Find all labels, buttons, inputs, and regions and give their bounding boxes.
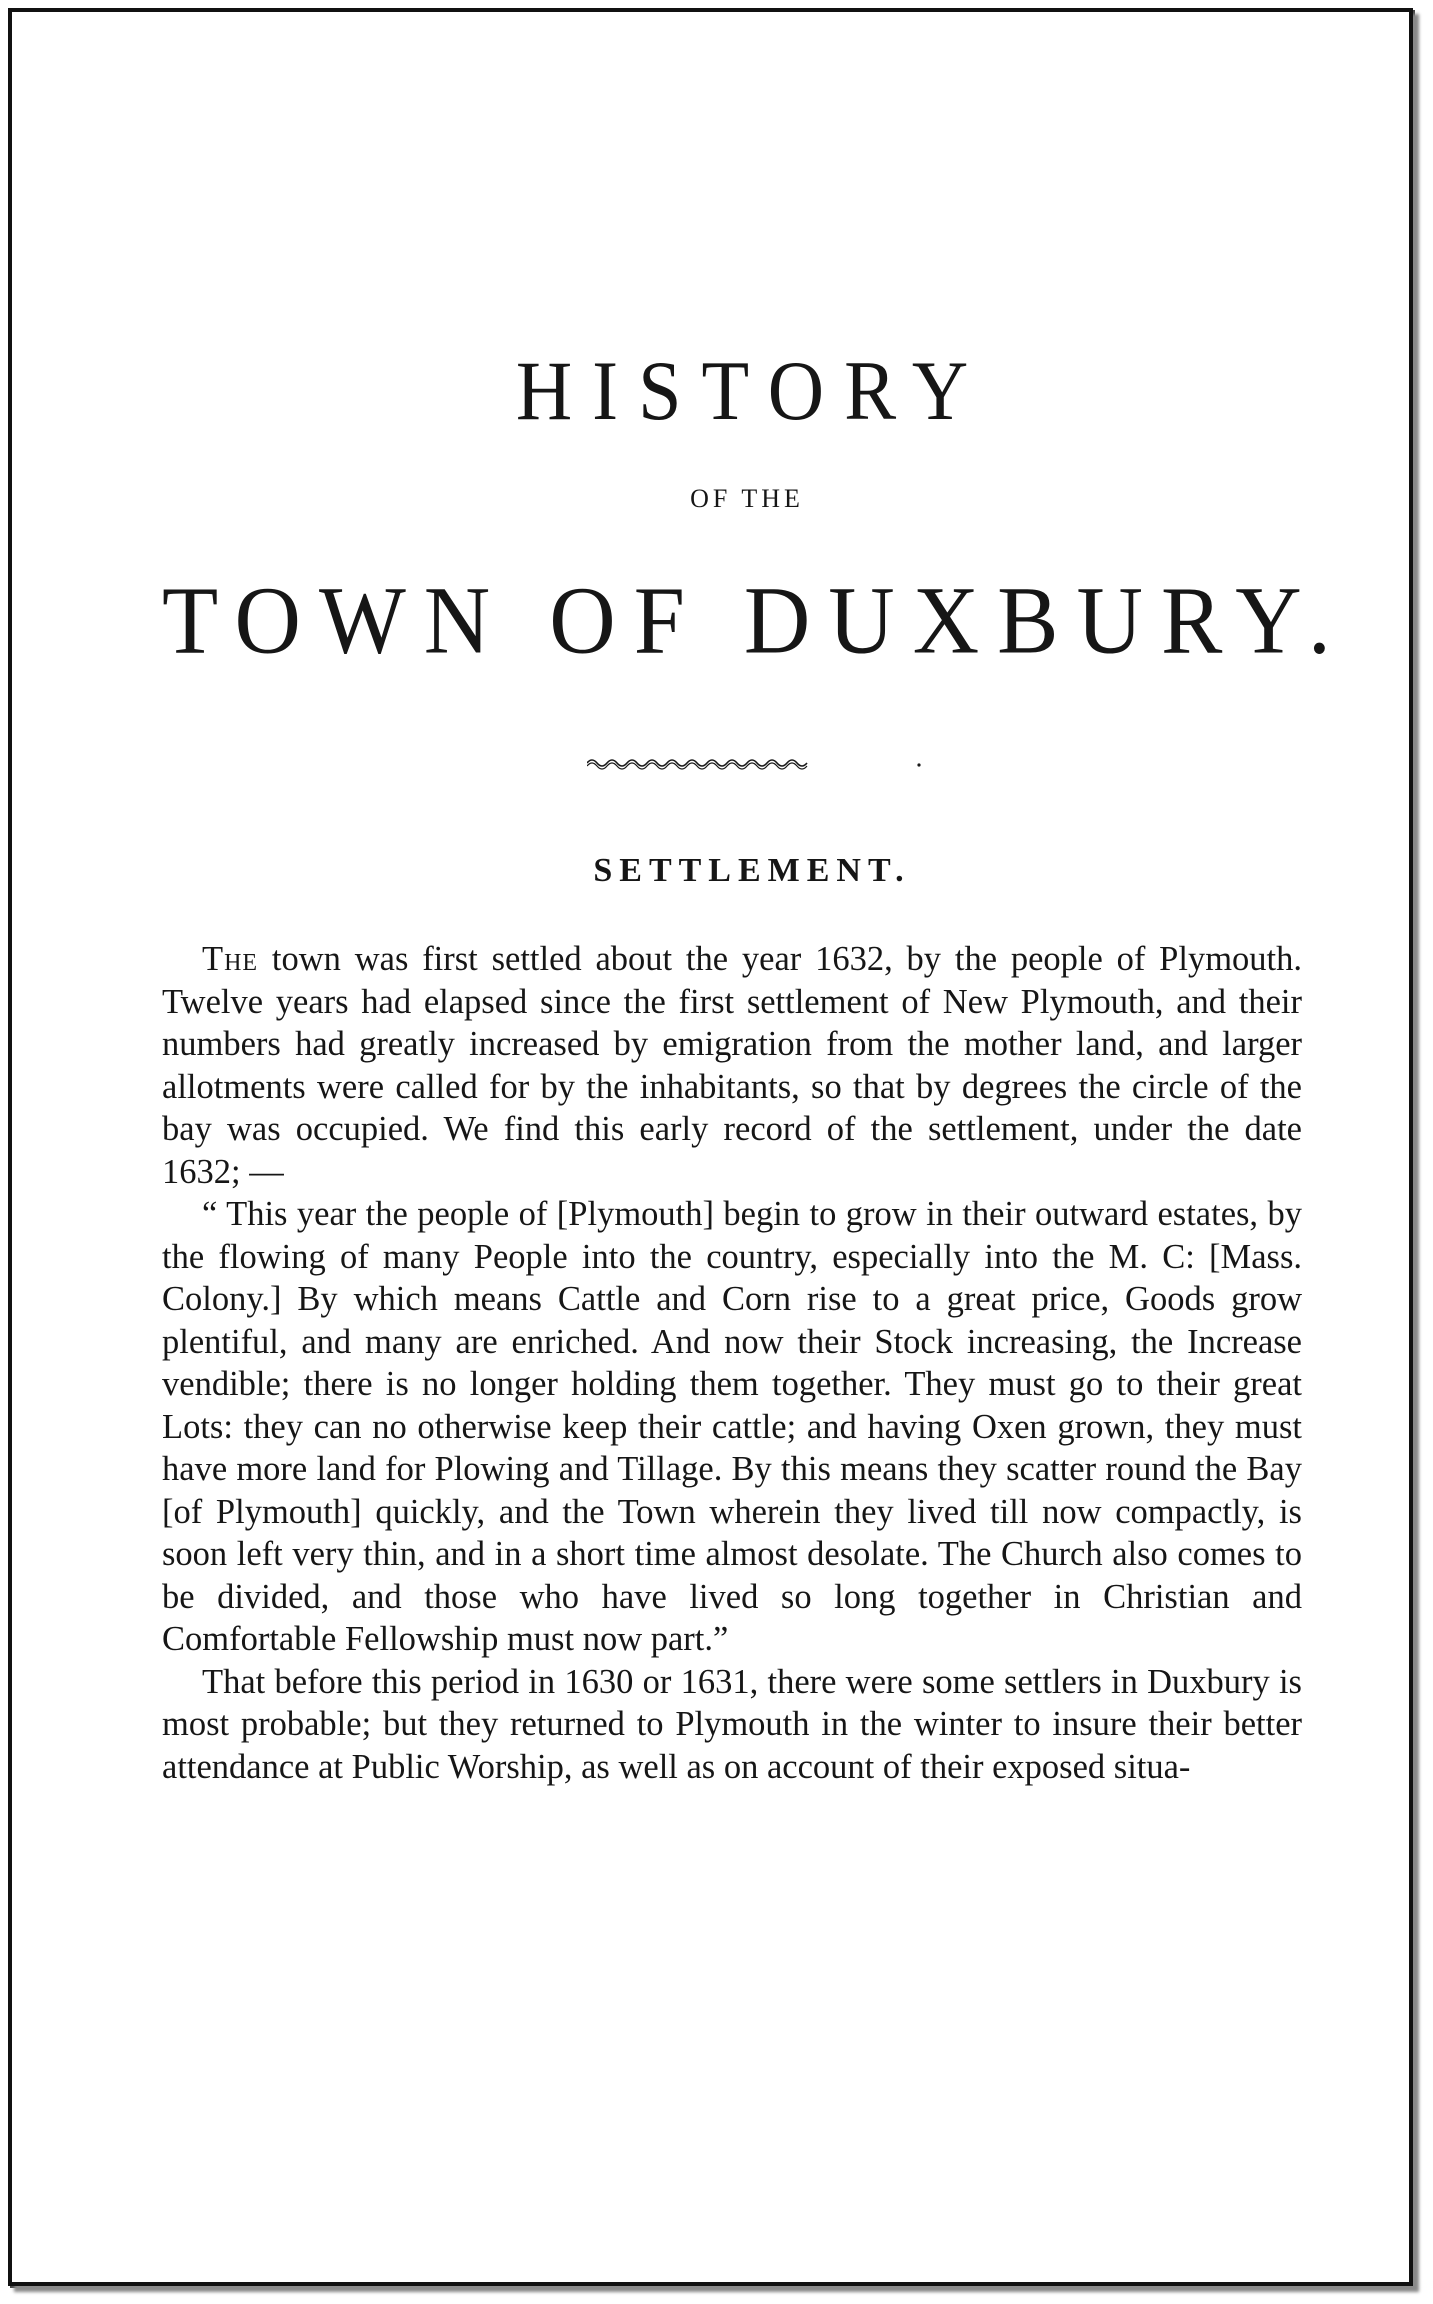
body-text: [162, 938, 1302, 1788]
paragraph-3: That before this period in 1630 or 1631, there were some settlers in Duxbury is most probable; but they returned to Plymouth in the winter to insure their better attendance at Public Worship, as well as on account of their exposed situa-: [162, 1662, 1302, 1786]
page-frame: [8, 8, 1413, 2286]
paragraph-1: [162, 938, 1302, 1193]
title-town-of-duxbury: TOWN OF DUXBURY.: [162, 566, 1349, 674]
title-of-the: OF THE: [690, 484, 804, 513]
paragraph-1-text: town was first settled about the year 1632, by the people of Plymouth. Twelve years had elapsed since the first settlement of New Plymouth, and their numbers had greatly increased by emigration from the mother land, and larger allotments were called for by the inhabitants, so that by degrees the circle of the bay was occupied. We find this early record of the settlement, under the date 1632; —: [162, 940, 1302, 1191]
section-heading-settlement: SETTLEMENT.: [593, 852, 911, 889]
paragraph-2-quote: “ This year the people of [Plymouth] begin to grow in their outward estates, by the flowing of many People into the country, especially into the M. C: [Mass. Colony.] By which means Cattle and Corn rise to a great price, Goods grow plentiful, and many are enriched. And now their Stock increasing, the Increase vendible; there is no longer holding them together. They must go to their great Lots: they can no otherwise keep their cattle; and having Oxen grown, they must have more land for Plowing and Tillage. By this means they scatter round the Bay [of Plymouth] quickly, and the Town wherein they lived till now compactly, is soon left very thin, and in a short time almost desolate. The Church also comes to be divided, and those who have lived so long together in Christian and Comfortable Fellowship must now part.”: [162, 1195, 1302, 1658]
paragraph-1-lead: The: [202, 940, 259, 978]
title-history: HISTORY: [515, 343, 989, 438]
wavy-rule-ornament: [537, 752, 927, 774]
book-page: [162, 343, 1349, 1788]
